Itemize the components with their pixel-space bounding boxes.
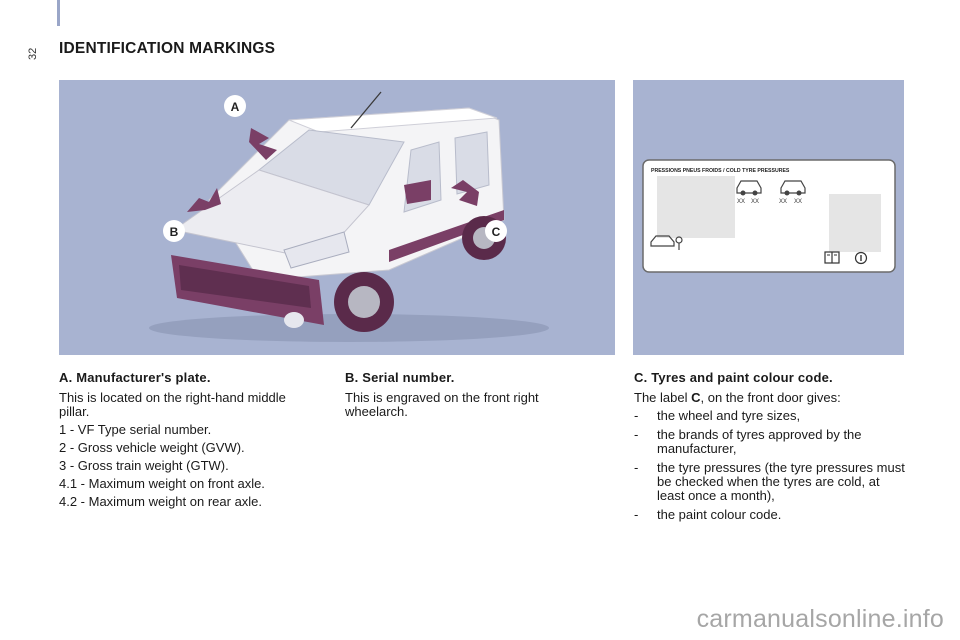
list-item: - the brands of tyres approved by the manufacturer, (634, 427, 862, 456)
section-text: This is engraved on the front right wheelarch. (345, 390, 539, 419)
page-title: IDENTIFICATION MARKINGS (59, 40, 276, 57)
section-heading: B. Serial number. (345, 370, 455, 385)
intro-label-letter: C (691, 390, 701, 405)
tyre-label-illustration-panel (633, 80, 904, 355)
list-item: 2 - Gross vehicle weight (GVW). (59, 440, 245, 455)
dash-list (634, 409, 909, 522)
list-item: - the wheel and tyre sizes, (634, 408, 801, 423)
callout-b: B (169, 225, 179, 239)
section-text: This is located on the right-hand middle pillar. (59, 390, 286, 419)
van-illustration (59, 80, 615, 355)
list-item: - the tyre pressures (the tyre pressures must be checked when the tyres are cold, at least once a month), (634, 460, 905, 503)
section-heading: C. Tyres and paint colour code. (634, 370, 833, 385)
intro-suffix: , on the front door gives: (700, 390, 841, 405)
list-item: - the paint colour code. (634, 507, 782, 522)
tyre-label-illustration (633, 80, 904, 355)
section-manufacturers-plate (59, 371, 314, 513)
callout-a: A (230, 100, 240, 114)
intro-prefix: The label (634, 390, 692, 405)
pressure-value: XX (779, 199, 788, 205)
list-item: 1 - VF Type serial number. (59, 422, 212, 437)
list-item: 3 - Gross train weight (GTW). (59, 458, 229, 473)
van-illustration-panel (59, 80, 615, 355)
section-serial-number (345, 371, 590, 423)
pressure-value: XX (737, 199, 746, 205)
callout-c: C (491, 225, 501, 239)
page-number: 32 (27, 47, 39, 60)
section-text (634, 391, 909, 405)
tyre-label-heading: PRESSIONS PNEUS FROIDS / COLD TYRE PRESSURES (651, 168, 790, 174)
list-item-text: the paint colour code. (657, 507, 782, 522)
pressure-value: XX (751, 199, 760, 205)
pressure-value: XX (794, 199, 803, 205)
watermark-link[interactable]: carmanualsonline.info (696, 605, 944, 633)
list-item-text: the tyre pressures (the tyre pressures must be checked when the tyres are cold, at least once a month), (657, 460, 905, 503)
list-item-text: the wheel and tyre sizes, (657, 408, 801, 423)
list-item: 4.2 - Maximum weight on rear axle. (59, 494, 263, 509)
page-edge-marker (57, 0, 60, 26)
section-heading: A. Manufacturer's plate. (59, 370, 211, 385)
section-tyres-paint (634, 371, 909, 527)
list-item-text: the brands of tyres approved by the manufacturer, (657, 427, 862, 456)
list-item: 4.1 - Maximum weight on front axle. (59, 476, 265, 491)
